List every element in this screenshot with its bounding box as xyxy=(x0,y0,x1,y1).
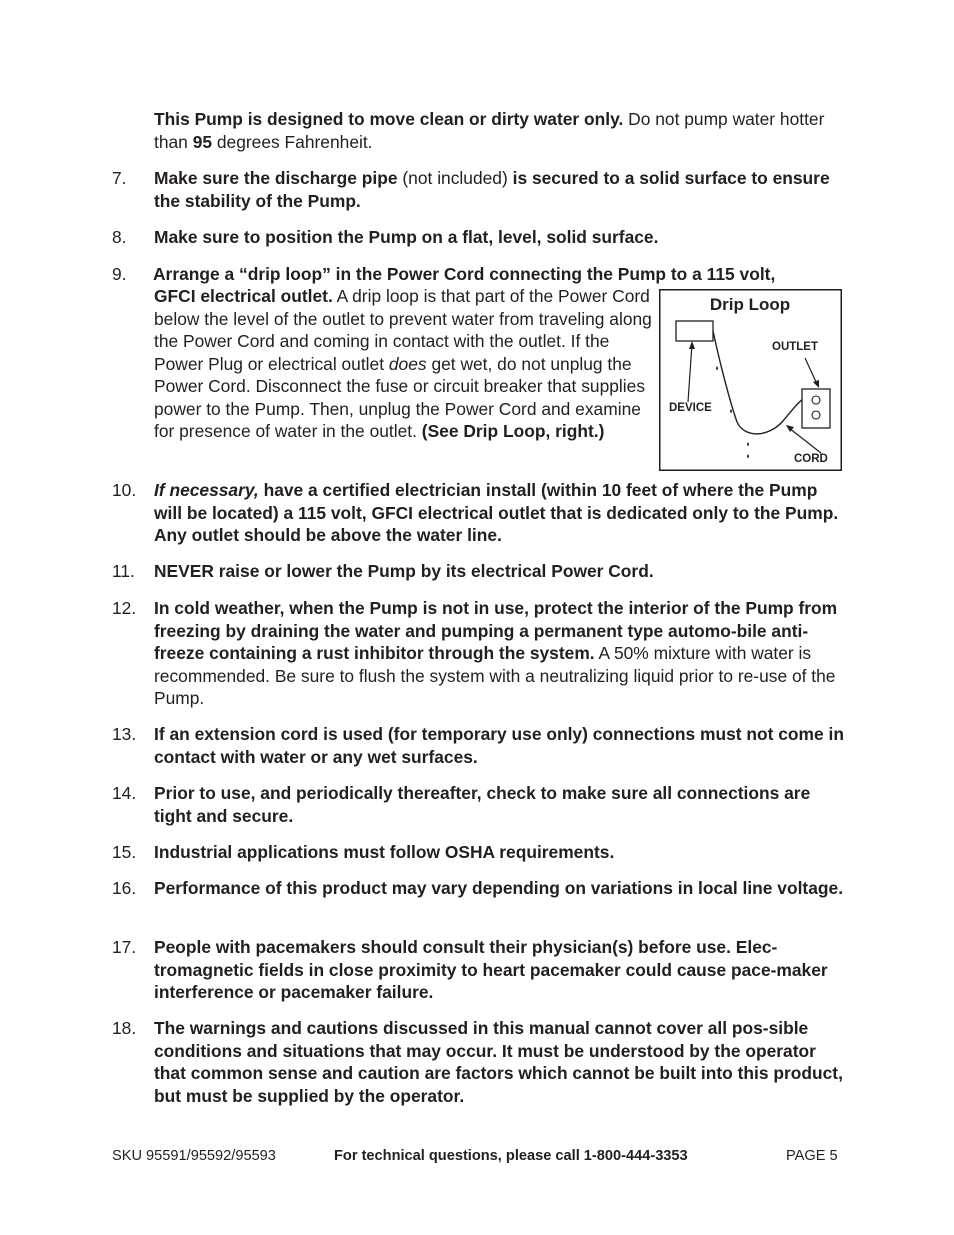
footer-page-number: PAGE 5 xyxy=(786,1148,838,1164)
item-7-bold-1: Make sure the discharge pipe xyxy=(154,168,398,188)
intro-bold: This Pump is designed to move clean or dirty water only. xyxy=(154,109,624,129)
item-12-plain: A 50% mixture with water is recommended. Be sure to flush the system with a neutralizing liquid prior to re-use of the Pump. xyxy=(154,643,836,708)
item-13-number: 13. xyxy=(112,724,137,744)
device-label: DEVICE xyxy=(669,402,712,414)
item-9-heading: Arrange a “drip loop” in the Power Cord connecting the Pump to a 115 volt, xyxy=(153,264,776,284)
item-7-number: 7. xyxy=(112,168,127,188)
item-10-text xyxy=(154,479,848,547)
item-8-text: Make sure to position the Pump on a flat, level, solid surface. xyxy=(154,227,659,247)
drip-loop-diagram xyxy=(659,289,842,471)
item-16-text: Performance of this product may vary depending on variations in local line voltage. xyxy=(154,878,844,898)
item-17-number: 17. xyxy=(112,937,137,957)
item-12-bold: In cold weather, when the Pump is not in use, protect the interior of the Pump from freezing by draining the water and pumping a permanent type automo-bile anti-freeze containing a rust inhibitor through the system. xyxy=(154,598,838,663)
item-12-number: 12. xyxy=(112,598,137,618)
item-13-text: If an extension cord is used (for temporary use only) connections must not come in contact with water or any wet surfaces. xyxy=(154,724,844,767)
item-15-text: Industrial applications must follow OSHA requirements. xyxy=(154,842,615,862)
footer-sku: SKU 95591/95592/95593 xyxy=(112,1148,276,1164)
intro-text-2: degrees Fahrenheit. xyxy=(212,131,373,152)
outlet-label: OUTLET xyxy=(772,341,818,353)
item-9-italic: does xyxy=(388,353,427,374)
item-8-number: 8. xyxy=(112,227,127,247)
intro-temperature: 95 xyxy=(192,131,213,152)
item-7-plain: (not included) xyxy=(397,168,513,188)
item-9-body xyxy=(154,285,654,443)
footer-phone: For technical questions, please call 1-800-444-3353 xyxy=(334,1148,688,1164)
outlet-box xyxy=(802,389,830,428)
diagram-title: Drip Loop xyxy=(709,295,791,314)
item-11-number: 11. xyxy=(112,561,135,581)
cord-label: CORD xyxy=(794,453,828,465)
item-9-bold-2: GFCI electrical outlet. xyxy=(154,286,333,306)
intro-paragraph xyxy=(154,108,848,153)
item-9-text-1: A drip loop is that part of the Power Cord below the level of the outlet to prevent water from traveling along the Power Cord and coming in contact with the outlet. If the Power Plug or electrical outlet xyxy=(154,286,652,374)
item-12-text xyxy=(154,597,848,710)
item-9-number: 9. xyxy=(112,264,127,284)
item-9-text-2: get wet, do not unplug the Power Cord. Disconnect the fuse or circuit breaker that supplies power to the Pump. Then, unplug the Power Cord and examine for presence of water in the outlet. xyxy=(154,353,646,441)
item-7-bold-2: is secured to a solid surface to ensure the stability of the Pump. xyxy=(154,168,830,211)
item-7-text xyxy=(154,167,848,212)
item-15-number: 15. xyxy=(112,842,137,862)
item-14-text: Prior to use, and periodically thereafter, check to make sure all connections are tight and secure. xyxy=(154,783,811,826)
item-18-number: 18. xyxy=(112,1018,137,1038)
item-10-italic: If necessary, xyxy=(154,480,259,500)
diagram-frame xyxy=(660,290,842,471)
item-10-number: 10. xyxy=(112,480,137,500)
intro-text-1: Do not pump water hotter than xyxy=(154,109,825,152)
item-14-number: 14. xyxy=(112,783,137,803)
item-10-bold: have a certified electrician install (within 10 feet of where the Pump will be located) a 115 volt, GFCI electrical outlet that is dedicated only to the Pump. Any outlet should be above the water line. xyxy=(154,480,839,545)
item-11-text: NEVER raise or lower the Pump by its electrical Power Cord. xyxy=(154,561,654,581)
item-18-text: The warnings and cautions discussed in this manual cannot cover all pos-sible conditions and situations that may occur. It must be understood by the operator that common sense and caution are factors which cannot be built into this product, but must be supplied by the operator. xyxy=(154,1018,843,1106)
item-16-number: 16. xyxy=(112,878,137,898)
item-9-bold-3: (See Drip Loop, right.) xyxy=(421,421,605,441)
item-17-text: People with pacemakers should consult their physician(s) before use. Elec-tromagnetic fields in close proximity to heart pacemaker could cause pace-maker interference or pacemaker failure. xyxy=(154,937,828,1002)
device-box xyxy=(676,321,713,341)
